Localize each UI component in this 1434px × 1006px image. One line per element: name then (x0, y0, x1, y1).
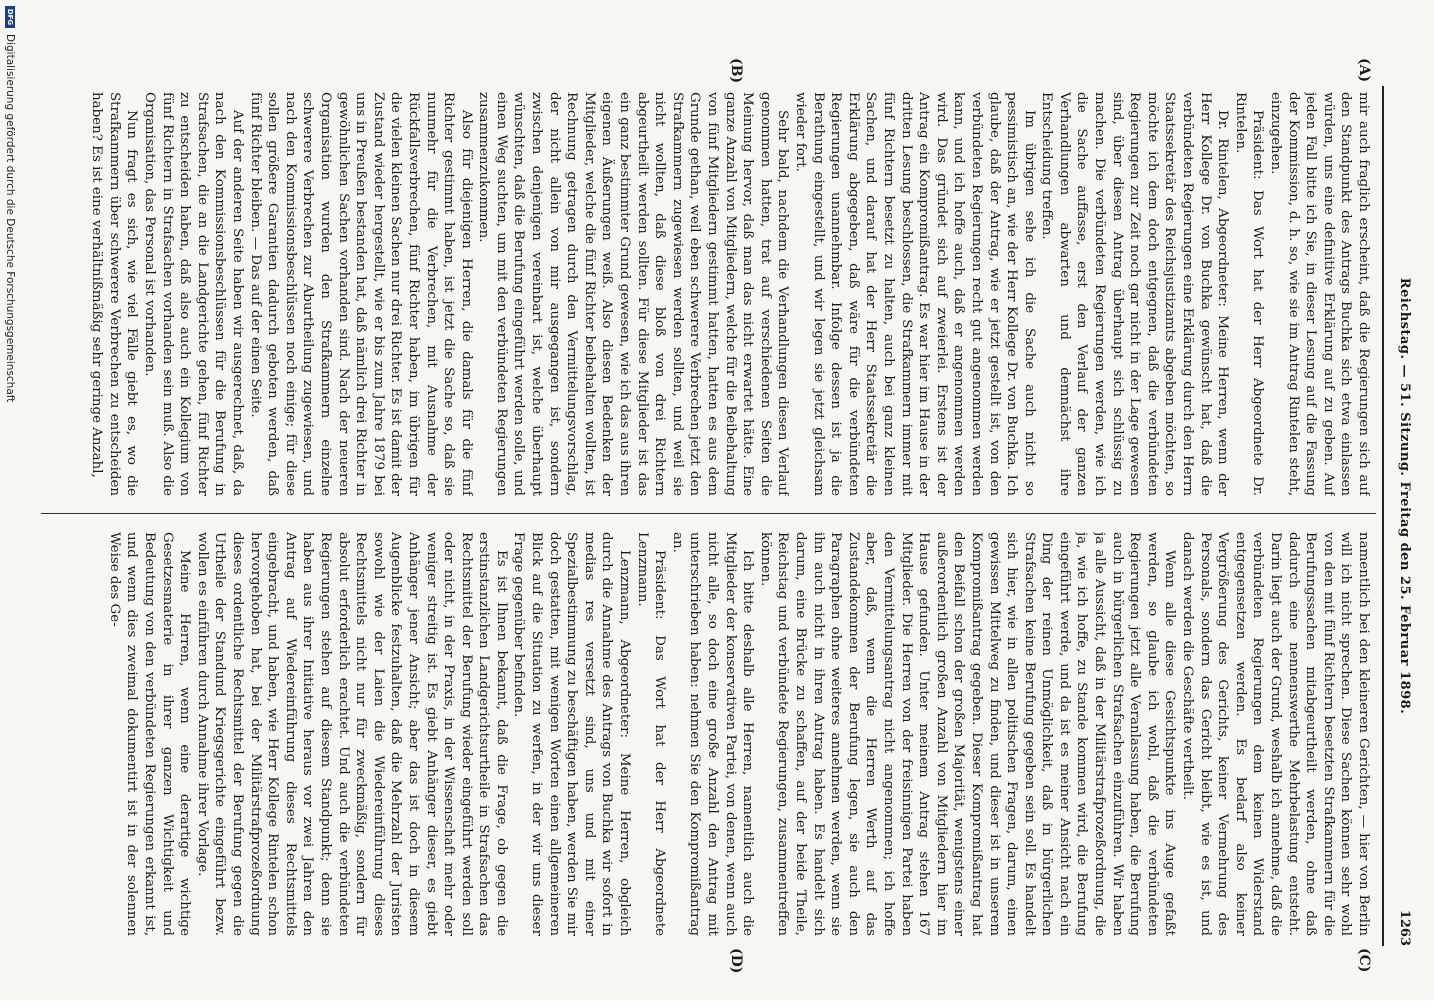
margin-mark-c: (C) (1356, 948, 1372, 973)
paragraph: Auf der anderen Seite haben wir ausgerechnet, daß, da nach den Kommissionsbeschlüssen für die Berufung in Strafsachen, die an die Landgerichte gehen, fünf Richter zu entscheiden haben, daß also auch ein Kollegium von fünf Richtern in Strafsachen vorhanden sein muß. Also die Organisation, das Personal ist vorhanden. (142, 92, 245, 496)
running-header (1388, 86, 1412, 946)
column-divider (41, 513, 1376, 514)
header-rule (1382, 86, 1384, 946)
paragraph: Nun fragt es sich, wie viel Fälle giebt es, wo die Strafkammern über schwerere Verbrechen zu entscheiden haben? Es ist eine verhältnißmäßig sehr geringe Anzahl, (89, 92, 140, 496)
paragraph: namentlich bei den kleineren Gerichten, — hier von Berlin will ich nicht sprechen. Diese Sachen können sehr wohl von den mit fünf Richtern besetzten Strafkammern für die Berufungssachen mitabgeurtheilt werden, ohne daß dadurch eine nennenswerthe Mehrbelastung entsteht. Darin liegt auch der Grund, weshalb ich annehme, daß die verbündeten Regierungen dem keinen Widerstand entgegensetzen werden. Es bedarf also keiner Vergrößerung des Gerichts, keiner Vermehrung des Personals, sondern das Gericht bleibt, wie es ist, und danach werden die Geschäfte vertheilt. (1180, 532, 1371, 936)
paragraph: Also für diejenigen Herren, die damals für die fünf Richter gestimmt haben, ist jetzt die Sache so, daß sie nunmehr für die Verbrechen, mit Ausnahme der Rückfallsverbrechen, fünf Richter haben, im übrigen für die vielen kleinen Sachen nur drei Richter. Es ist damit der Zustand wieder hergestellt, wie er bis zum Jahre 1879 bei uns in Preußen bestanden hat, daß nämlich drei Richter in gewöhnlichen Sachen vorhanden sind. Nach der neueren Organisation wurden den Strafkammern einzelne schwerere Verbrechen zur Aburtheilung zugewiesen, und nach den Kommissionsbeschlüssen noch einige; für diese sollen größere Garantien dadurch geboten werden, daß fünf Richter bleiben. — Das auf der einen Seite. (247, 92, 474, 496)
digitization-credit (2, 0, 18, 1006)
paragraph-president: Präsident: Das Wort hat der Herr Abgeordnete Dr. Rintelen. (1232, 92, 1266, 496)
paragraph-president: Präsident: Das Wort hat der Herr Abgeordnete Lenzmann. (634, 532, 668, 936)
paragraph: Ich bitte deshalb alle Herren, namentlich auch die Mitglieder der konservativen Partei, von denen, wenn auch nicht alle, so doch eine große Anzahl den Antrag mit unterschrieben haben: nehmen Sie den Kompromißantrag an. (669, 532, 756, 936)
margin-mark-d: (D) (728, 948, 744, 974)
left-text-column (42, 92, 1372, 496)
paragraph: mir auch fraglich erscheint, daß die Regierungen sich auf den Standpunkt des Antrags Buchka sich etwa einlassen würden, uns eine definitive Erklärung auf zu geben. Auf jeden Fall bitte ich Sie, in dieser Lesung auf die Fassung der Kommission, d. h. so, wie sie im Antrag Rintelen steht, einzugehen. (1268, 92, 1371, 496)
paragraph: Sehr bald, nachdem die Verhandlungen diesen Verlauf genommen hatten, trat auf verschiedenen Seiten die Meinung hervor, daß man das nicht erwartet hätte. Eine ganze Anzahl von Mitgliedern, welche für die Beibehaltung von fünf Mitgliedern gestimmt hatten, hatten es aus dem Grunde gethan, weil eben schwerere Verbrechen jetzt den Strafkammern zugewiesen werden sollten, und weil sie nicht wollten, daß diese bloß von drei Richtern abgeurtheilt werden sollten. Für diese Mitglieder ist das ein ganz bestimmter Grund gewesen, wie ich das aus ihren eigenen Äußerungen weiß. Also diesen Bedenken der Mitglieder, welche die fünf Richter beibehalten wollten, ist Rechnung getragen durch den Vermittelungsvorschlag, der nicht allein von mir ausgegangen ist, sondern zwischen denjenigen vereinbart ist, welche überhaupt wünschten, daß die Berufung eingeführt werden solle, und einen Weg suchten, um mit den verbündeten Regierungen zusammenzukommen. (476, 92, 791, 496)
paragraph: Wenn alle diese Gesichtspunkte ins Auge gefaßt werden, so glaube ich wohl, daß die verbündeten Regierungen jetzt alle Veranlassung haben, die Berufung auch in bürgerlichen Strafsachen einzuführen. Wir haben ja alle Aussicht, daß in der Militärstrafprozeßordnung, die ja, wie ich hoffe, zu Stande kommen wird, die Berufung eingeführt werde, und da ist es meiner Ansicht nach ein Ding der reinen Unmöglichkeit, daß in bürgerlichen Strafsachen keine Berufung gegeben sein soll. Es handelt sich hier, wie in allen politischen Fragen, darum, einen gewissen Mittelweg zu finden, und dieser ist in unserem Kompromißantrag gegeben. Dieser Kompromißantrag hat den Beifall schon der großen Majorität, wenigstens einer außerordentlich großen Anzahl von Mitgliedern hier im Hause gefunden. Unter meinem Antrag stehen 167 Mitglieder. Die Herren von der freisinnigen Partei haben den Vermittelungsantrag nicht angenommen; ich hoffe aber, daß, wenn die Herren Werth auf das Zustandekommen der Berufung legen, sie auch den Paragraphen ohne weiteres annehmen werden, wenn sie ihn auch nicht in ihren Antrag haben. Es handelt sich darum, eine Brücke zu schaffen, auf der beide Theile, Reichstag und verbündete Regierungen, zusammentreffen können. (757, 532, 1178, 936)
page-number: 1263 (1397, 909, 1412, 946)
paragraph-speech-rintelen: Dr. Rintelen, Abgeordneter: Meine Herren, wenn der Herr Kollege Dr. von Buchka gewünscht hat, daß die verbündeten Regierungen eine Erklärung durch den Herrn Staatssekretär des Reichsjustizamts abgeben möchten, so möchte ich dem doch entgegnen, daß die verbündeten Regierungen zur Zeit noch gar nicht in der Lage gewesen sind, über diesen Antrag überhaupt sich schlüssig zu machen. Die verbündeten Regierungen werden, wie ich die Sache auffasse, erst den Verlauf der ganzen Verhandlungen abwarten und demnächst ihre Entscheidung treffen. (1039, 92, 1231, 496)
paragraph-speech-lenzmann: Lenzmann, Abgeordneter: Meine Herren, obgleich durch die Annahme des Antrags von Buchka wir sofort in medias res versetzt sind, uns und mit einer Spezialbestimmung zu beschäftigen haben, werden Sie mir doch gestatten, mit wenigen Worten einen allgemeineren Blick auf die Situation zu werfen, in der wir uns dieser Frage gegenüber befinden. (511, 532, 633, 936)
paragraph: Im übrigen sehe ich die Sache auch nicht so pessimistisch an, wie der Herr Kollege Dr. von Buchka. Ich glaube, daß der Antrag, wie er jetzt gestellt ist, von den verbündeten Regierungen recht gut angenommen werden kann, und ich hoffe auch, daß er angenommen werden wird. Das gründet sich auf zweierlei. Erstens ist der Antrag ein Kompromißantrag. Es war hier im Hause in der dritten Lesung beschlossen, die Strafkammern immer mit fünf Richtern besetzt zu halten, auch bei ganz kleinen Sachen, und darauf hat der Herr Staatssekretär die Erklärung abgegeben, daß wäre für die verbündeten Regierungen unannehmbar. Infolge dessen ist ja die Berathung eingestellt, und wir legen sie jetzt gleichsam wieder fort. (793, 92, 1037, 496)
paragraph: Es ist Ihnen bekannt, daß die Frage, ob gegen die erstinstanzlichen Landgerichtsurtheile in Strafsachen das Rechtsmittel der Berufung wieder eingeführt werden soll oder nicht, in der Praxis, in der Wissenschaft mehr oder weniger streitig ist. Es giebt Anhänger dieser, es giebt Anhänger jener Ansicht; aber das ist doch in diesem Augenblicke festzuhalten, daß die Mehrzahl der Juristen sowohl wie der Laien die Wiedereinführung dieses Rechtsmittels nicht nur für zweckmäßig, sondern für absolut erforderlich erachtet. Und auch die verbündeten Regierungen stehen auf diesem Standpunkt; denn sie haben aus ihrer Initiative heraus vor zwei Jahren den Antrag auf Wiedereinführung dieses Rechtsmittels eingebracht, und haben, wie Herr Kollege Rintelen schon hervorgehoben hat, bei der Militärstrafprozeßordnung dieses ordentliche Rechtsmittel der Berufung gegen die Urtheile der Standund Kriegsgerichte eingeführt bezw. wollen es einführen durch Annahme ihrer Vorlage. (194, 532, 509, 936)
right-text-column (42, 532, 1372, 936)
margin-mark-b: (B) (728, 58, 744, 84)
page-header-title: Reichstag. — 51. Sitzung. Freitag den 25. Februar 1898. (1397, 277, 1412, 715)
paragraph: Meine Herren, wenn eine derartige wichtige Gesetzesmaterie in ihrer ganzen Wichtigkeit und Bedeutung von den verbündeten Regierungen erkannt ist, und wenn dies zweimal dokumentirt ist in der solennen Weise des Ge- (106, 532, 193, 936)
dfg-logo-icon: DFG (5, 6, 15, 28)
margin-mark-a: (A) (1356, 58, 1372, 83)
credit-text: Digitalisierung gefördert durch die Deutsche Forschungsgemeinschaft (4, 34, 16, 403)
